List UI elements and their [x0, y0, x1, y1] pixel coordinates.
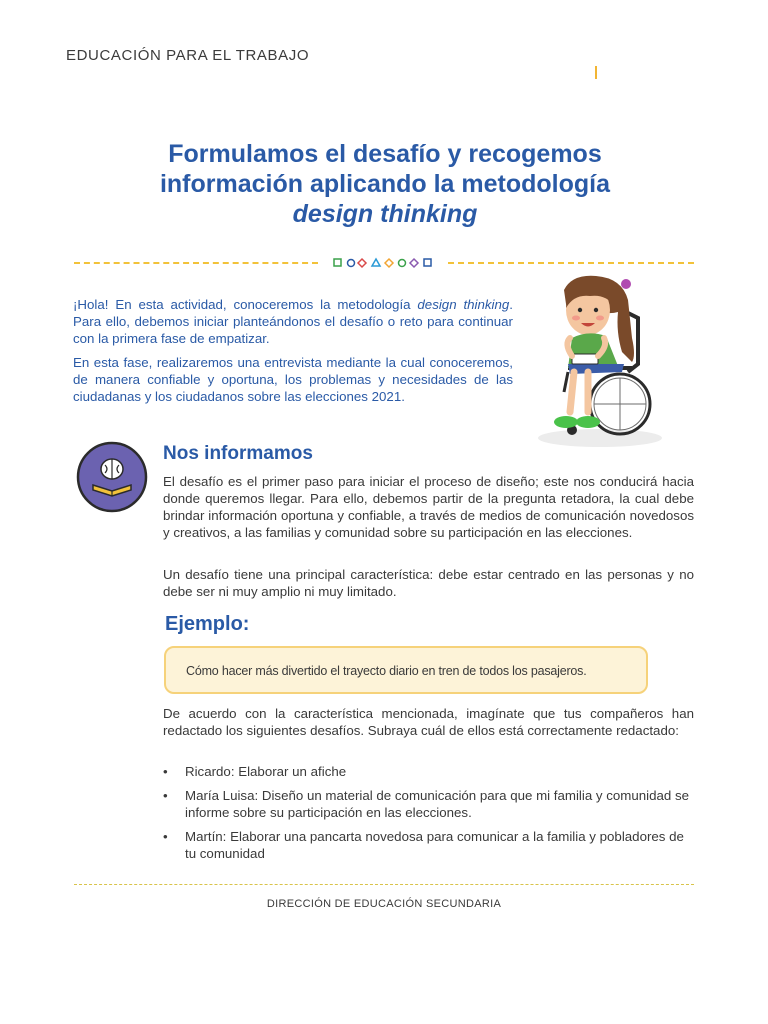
challenge-list	[163, 763, 694, 869]
example-text: Cómo hacer más divertido el trayecto diario en tren de todos los pasajeros.	[186, 664, 587, 678]
title-line-2: información aplicando la metodología	[159, 170, 611, 198]
list-item	[163, 787, 694, 821]
header-label: EDUCACIÓN PARA EL TRABAJO	[66, 47, 310, 64]
intro-text-2: En esta fase, realizaremos una entrevista mediante la cual conoceremos, de manera confiable y oportuna, los problemas y necesidades de las ciudadanas y los ciudadanos sobre las elecciones 2021.	[73, 355, 513, 404]
footer-label: DIRECCIÓN DE EDUCACIÓN SECUNDARIA	[266, 898, 502, 910]
page-title	[100, 139, 670, 229]
intro-text-emphasis: design thinking	[417, 297, 510, 312]
footer-divider	[74, 884, 694, 885]
header-accent-mark	[595, 66, 597, 79]
example-box	[164, 646, 648, 694]
title-line-3: design thinking	[292, 200, 478, 228]
bullet-icon: •	[163, 829, 168, 844]
list-item-text: Martín: Elaborar una pancarta novedosa para comunicar a la familia y pobladores de tu comunidad	[185, 829, 684, 861]
girl-in-wheelchair-reading-illustration	[528, 272, 668, 452]
section-paragraph-1	[163, 473, 694, 541]
list-item-text: Ricardo: Elaborar un afiche	[185, 764, 347, 779]
list-item-text: María Luisa: Diseño un material de comunicación para que mi familia y comunidad se informe sobre su participación en las elecciones.	[185, 788, 690, 820]
bullet-icon: •	[163, 788, 168, 803]
section-text-1: El desafío es el primer paso para iniciar el proceso de diseño; este nos conducirá hacia donde queremos llegar. Para ello, debemos partir de la pregunta retadora, la cual debe brindar información oportuna y confiable, a través de medios de comunicación novedosos y creativos, a las familias y comunidad sobre su participación en las elecciones.	[163, 474, 694, 540]
intro-paragraph-2	[73, 354, 513, 405]
divider-left	[74, 262, 318, 264]
decorative-shapes-icon	[332, 257, 438, 269]
title-line-1: Formulamos el desafío y recogemos	[168, 140, 602, 168]
divider-right	[448, 262, 694, 264]
list-item	[163, 763, 694, 780]
section-text-2: Un desafío tiene una principal característica: debe estar centrado en las personas y no debe ser ni muy amplio ni muy limitado.	[163, 567, 694, 599]
example-heading: Ejemplo:	[165, 613, 250, 635]
section-title: Nos informamos	[163, 443, 313, 464]
intro-text-pre: ¡Hola! En esta actividad, conoceremos la metodología	[73, 297, 418, 312]
intro-paragraph-1	[73, 296, 513, 347]
bullet-icon: •	[163, 764, 168, 779]
section-paragraph-2	[163, 566, 694, 600]
intro-text-post: . Para ello, debemos iniciar planteándonos el desafío o reto para continuar con la primera fase de empatizar.	[73, 297, 513, 346]
activity-text: De acuerdo con la característica mencionada, imagínate que tus compañeros han redactado los siguientes desafíos. Subraya cuál de ellos está correctamente redactado:	[163, 706, 694, 738]
activity-paragraph	[163, 705, 694, 739]
brain-book-icon	[76, 441, 148, 513]
list-item	[163, 828, 694, 862]
